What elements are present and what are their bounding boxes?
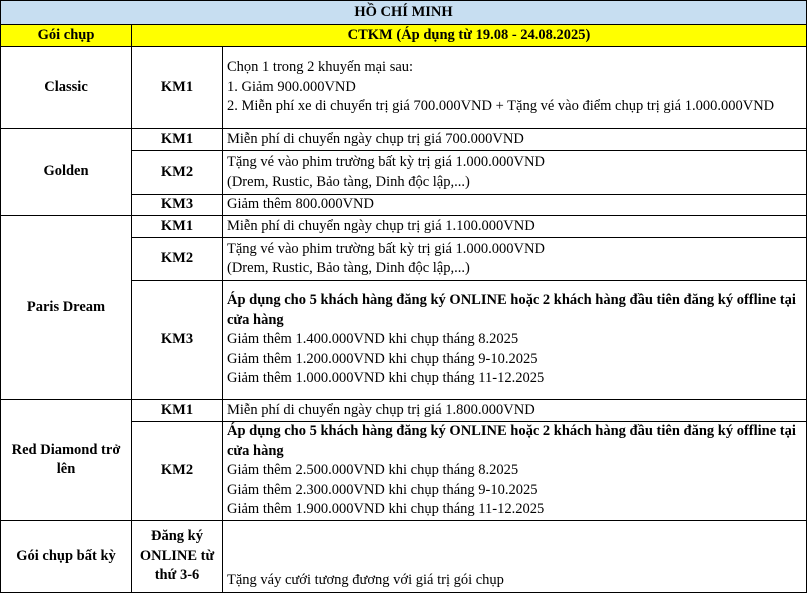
paris-km2-line1: Tặng vé vào phim trường bất kỳ trị giá 1.000.000VND	[227, 240, 545, 257]
classic-km1-line2: 1. Giảm 900.000VND	[227, 78, 356, 95]
red-km2-desc	[223, 422, 807, 521]
table-title: HỒ CHÍ MINH	[1, 1, 807, 25]
red-km2-condition: Áp dụng cho 5 khách hàng đăng ký ONLINE hoặc 2 khách hàng đầu tiên đăng ký offline tại cửa hàng	[227, 423, 796, 459]
paris-km3-line1: Giảm thêm 1.400.000VND khi chụp tháng 8.2025	[227, 331, 519, 348]
package-paris-dream: Paris Dream	[1, 216, 132, 400]
any-desc: Tặng váy cưới tương đương với giá trị gói chụp	[223, 521, 807, 593]
any-condition: Đăng ký ONLINE từ thứ 3-6	[132, 521, 223, 593]
golden-km1-label: KM1	[132, 129, 223, 151]
package-any: Gói chụp bất kỳ	[1, 521, 132, 593]
header-promo: CTKM (Áp dụng từ 19.08 - 24.08.2025)	[132, 25, 807, 47]
golden-km3-desc: Giảm thêm 800.000VND	[223, 195, 807, 216]
paris-km3-label: KM3	[132, 281, 223, 400]
golden-km2-label: KM2	[132, 151, 223, 195]
red-km2-line3: Giảm thêm 1.900.000VND khi chụp tháng 11-12.2025	[227, 501, 545, 518]
red-km2-line1: Giảm thêm 2.500.000VND khi chụp tháng 8.2025	[227, 462, 519, 479]
classic-km1-label: KM1	[132, 47, 223, 129]
classic-km1-line3: 2. Miễn phí xe di chuyển trị giá 700.000VND + Tặng vé vào điểm chụp trị giá 1.000.000VND	[227, 98, 775, 115]
paris-km1-desc: Miễn phí di chuyển ngày chụp trị giá 1.100.000VND	[223, 216, 807, 238]
paris-km2-label: KM2	[132, 238, 223, 281]
red-km1-label: KM1	[132, 400, 223, 422]
header-package: Gói chụp	[1, 25, 132, 47]
red-km2-line2: Giảm thêm 2.300.000VND khi chụp tháng 9-10.2025	[227, 481, 538, 498]
golden-km1-desc: Miễn phí di chuyển ngày chụp trị giá 700.000VND	[223, 129, 807, 151]
golden-km2-line2: (Drem, Rustic, Bảo tàng, Dinh độc lập,...)	[227, 173, 470, 190]
paris-km3-desc	[223, 281, 807, 400]
golden-km2-line1: Tặng vé vào phim trường bất kỳ trị giá 1.000.000VND	[227, 154, 545, 170]
red-km2-label: KM2	[132, 422, 223, 521]
package-golden: Golden	[1, 129, 132, 216]
golden-km3-label: KM3	[132, 195, 223, 216]
paris-km3-line2: Giảm thêm 1.200.000VND khi chụp tháng 9-10.2025	[227, 350, 538, 367]
paris-km3-condition: Áp dụng cho 5 khách hàng đăng ký ONLINE hoặc 2 khách hàng đầu tiên đăng ký offline tại cửa hàng	[227, 292, 796, 328]
paris-km2-line2: (Drem, Rustic, Bảo tàng, Dinh độc lập,...)	[227, 260, 470, 276]
classic-km1-line1: Chọn 1 trong 2 khuyến mại sau:	[227, 59, 414, 76]
paris-km1-label: KM1	[132, 216, 223, 238]
paris-km3-line3: Giảm thêm 1.000.000VND khi chụp tháng 11-12.2025	[227, 370, 545, 387]
paris-km2-desc	[223, 238, 807, 281]
package-classic: Classic	[1, 47, 132, 129]
golden-km2-desc	[223, 151, 807, 195]
classic-km1-desc	[223, 47, 807, 129]
package-red-diamond: Red Diamond trở lên	[1, 400, 132, 521]
red-km1-desc: Miễn phí di chuyển ngày chụp trị giá 1.800.000VND	[223, 400, 807, 422]
